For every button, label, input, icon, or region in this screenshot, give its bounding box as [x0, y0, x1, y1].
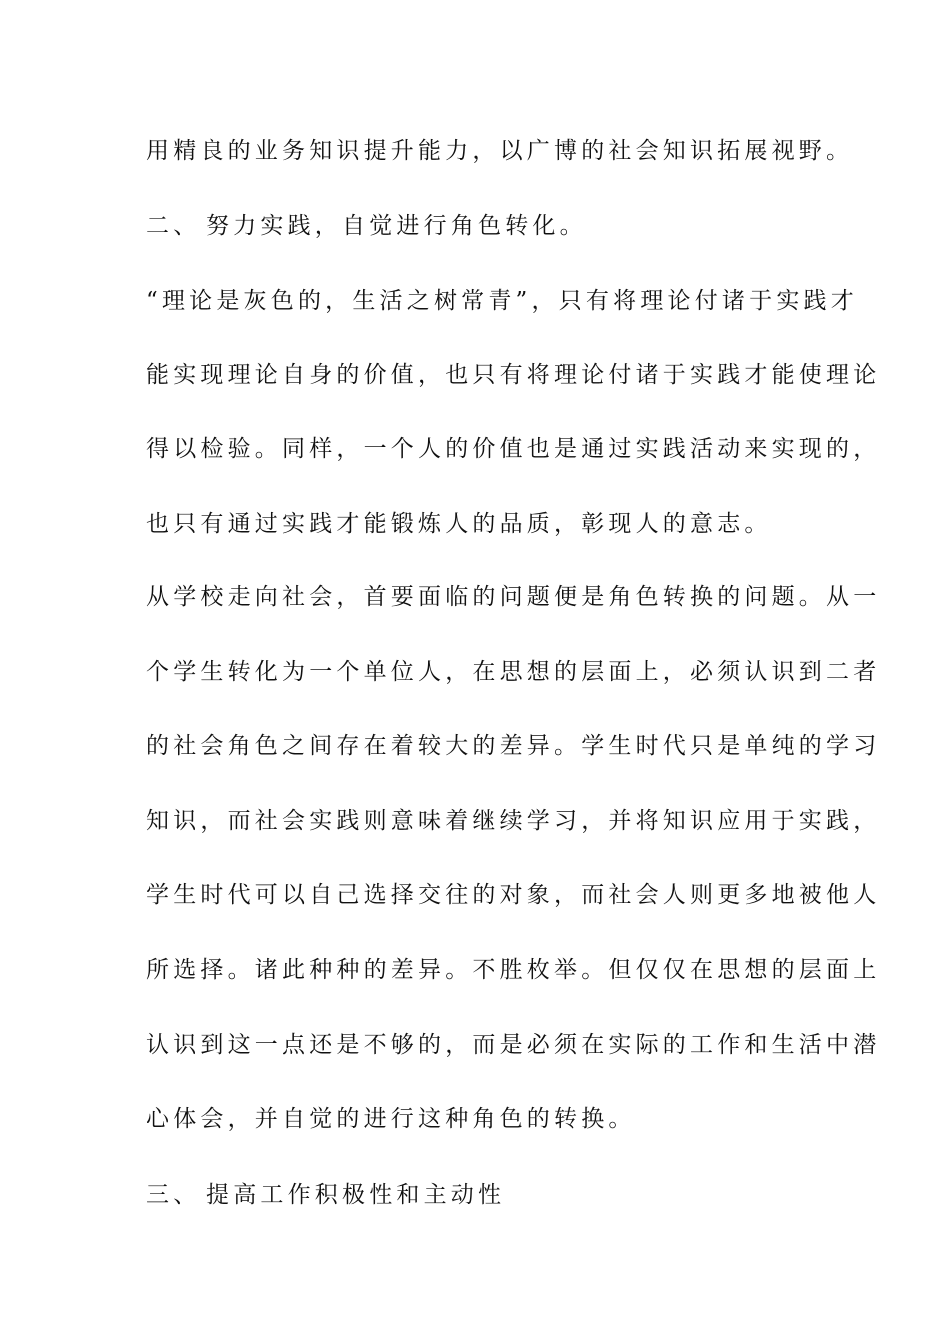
section-heading-2 — [146, 211, 587, 241]
paragraph-line: 心体会，并自觉的进行这种角色的转换。 — [146, 1106, 636, 1132]
paragraph-line: 从学校走向社会，首要面临的问题便是角色转换的问题。从一 — [146, 584, 881, 610]
paragraph-line: 的社会角色之间存在着较大的差异。学生时代只是单纯的学习 — [146, 733, 881, 759]
paragraph-line: 个学生转化为一个单位人，在思想的层面上，必须认识到二者 — [146, 659, 881, 685]
paragraph-line: 能实现理论自身的价值，也只有将理论付诸于实践才能使理论 — [146, 362, 881, 388]
paragraph-line: 知识，而社会实践则意味着继续学习，并将知识应用于实践， — [146, 808, 881, 834]
section-title: 努力实践，自觉进行角色转化。 — [206, 213, 587, 239]
section-number: 二、 — [146, 213, 201, 239]
section-number: 三、 — [146, 1182, 201, 1208]
paragraph-line: “理论是灰色的，生活之树常青”，只有将理论付诸于实践才 — [146, 288, 858, 314]
section-title: 提高工作积极性和主动性 — [206, 1182, 506, 1208]
paragraph-line: 用精良的业务知识提升能力，以广博的社会知识拓展视野。 — [146, 138, 854, 164]
paragraph-line: 所选择。诸此种种的差异。不胜枚举。但仅仅在思想的层面上 — [146, 957, 881, 983]
paragraph-line: 学生时代可以自己选择交往的对象，而社会人则更多地被他人 — [146, 882, 881, 908]
paragraph-line: 得以检验。同样，一个人的价值也是通过实践活动来实现的， — [146, 436, 881, 462]
paragraph-line: 也只有通过实践才能锻炼人的品质，彰现人的意志。 — [146, 511, 772, 537]
paragraph-line: 认识到这一点还是不够的，而是必须在实际的工作和生活中潜 — [146, 1032, 881, 1058]
section-heading-3 — [146, 1180, 505, 1210]
